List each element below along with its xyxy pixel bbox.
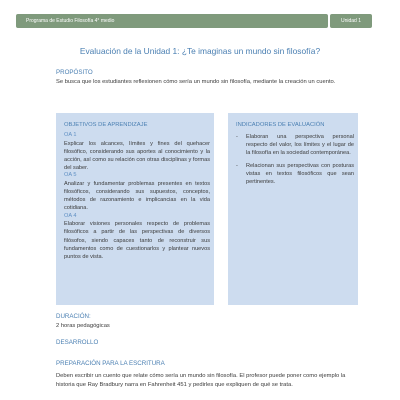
writing-prep-label: PREPARACIÓN PARA LA ESCRITURA	[56, 360, 165, 367]
objective-item	[64, 172, 210, 212]
unit-badge: Unidad 1	[330, 14, 372, 28]
indicators-list	[236, 133, 354, 190]
objectives-heading: OBJETIVOS DE APRENDIZAJE	[64, 122, 148, 128]
purpose-label: PROPÓSITO	[56, 69, 93, 76]
objective-text: Elaborar visiones personales respecto de problemas filosóficos a partir de las perspectivas de diversos filósofos, siendo capaces tanto de reconstruir sus fundamentos como de cuestionarlos y plantear nuevos puntos de vista.	[64, 221, 210, 260]
objective-item	[64, 213, 210, 262]
objectives-box	[56, 113, 214, 305]
indicator-item	[236, 133, 354, 158]
purpose-text: Se busca que los estudiantes reflexionen cómo sería un mundo sin filosofía, mediante la creación un cuento.	[56, 79, 336, 85]
objective-label: OA 5	[64, 172, 77, 179]
development-label: DESARROLLO	[56, 339, 99, 346]
indicator-text: Relacionan sus perspectivas con posturas vistas en textos filosóficos que sean pertinentes.	[246, 162, 354, 186]
indicators-box	[228, 113, 358, 305]
indicators-heading: INDICADORES DE EVALUACIÓN	[236, 122, 325, 128]
bullet-dash-icon: -	[236, 134, 238, 140]
objective-item	[64, 132, 210, 172]
objective-text: Analizar y fundamentar problemas presentes en textos filosóficos, considerando sus supuestos, conceptos, métodos de razonamiento e implicancias en la vida cotidiana.	[64, 180, 210, 212]
objective-text: Explicar los alcances, límites y fines del quehacer filosófico, considerando sus aportes al conocimiento y la acción, así como su relación con otras disciplinas y formas del saber.	[64, 140, 210, 172]
objectives-list	[64, 132, 210, 261]
objective-label: OA 4	[64, 212, 77, 219]
objective-label: OA 1	[64, 132, 77, 138]
page-title: Evaluación de la Unidad 1: ¿Te imaginas un mundo sin filosofía?	[79, 46, 321, 56]
indicator-text: Elaboran una perspectiva personal respecto del valor, los límites y el lugar de la filosofía en la sociedad contemporánea.	[246, 134, 354, 157]
writing-prep-text: Deben escribir un cuento que relate cómo sería un mundo sin filosofía. El profesor puede poner como ejemplo la historia que Ray Bradbury narra en Fahrenheit 451 y pedirles que expliquen de qué se trata.	[56, 373, 346, 388]
duration-label: DURACIÓN:	[56, 313, 91, 320]
indicator-item	[236, 162, 354, 187]
program-title: Programa de Estudio Filosofía 4° medio	[16, 14, 328, 28]
header-bar	[0, 0, 400, 38]
duration-value: 2 horas pedagógicas	[56, 323, 110, 329]
bullet-dash-icon: -	[236, 162, 238, 169]
